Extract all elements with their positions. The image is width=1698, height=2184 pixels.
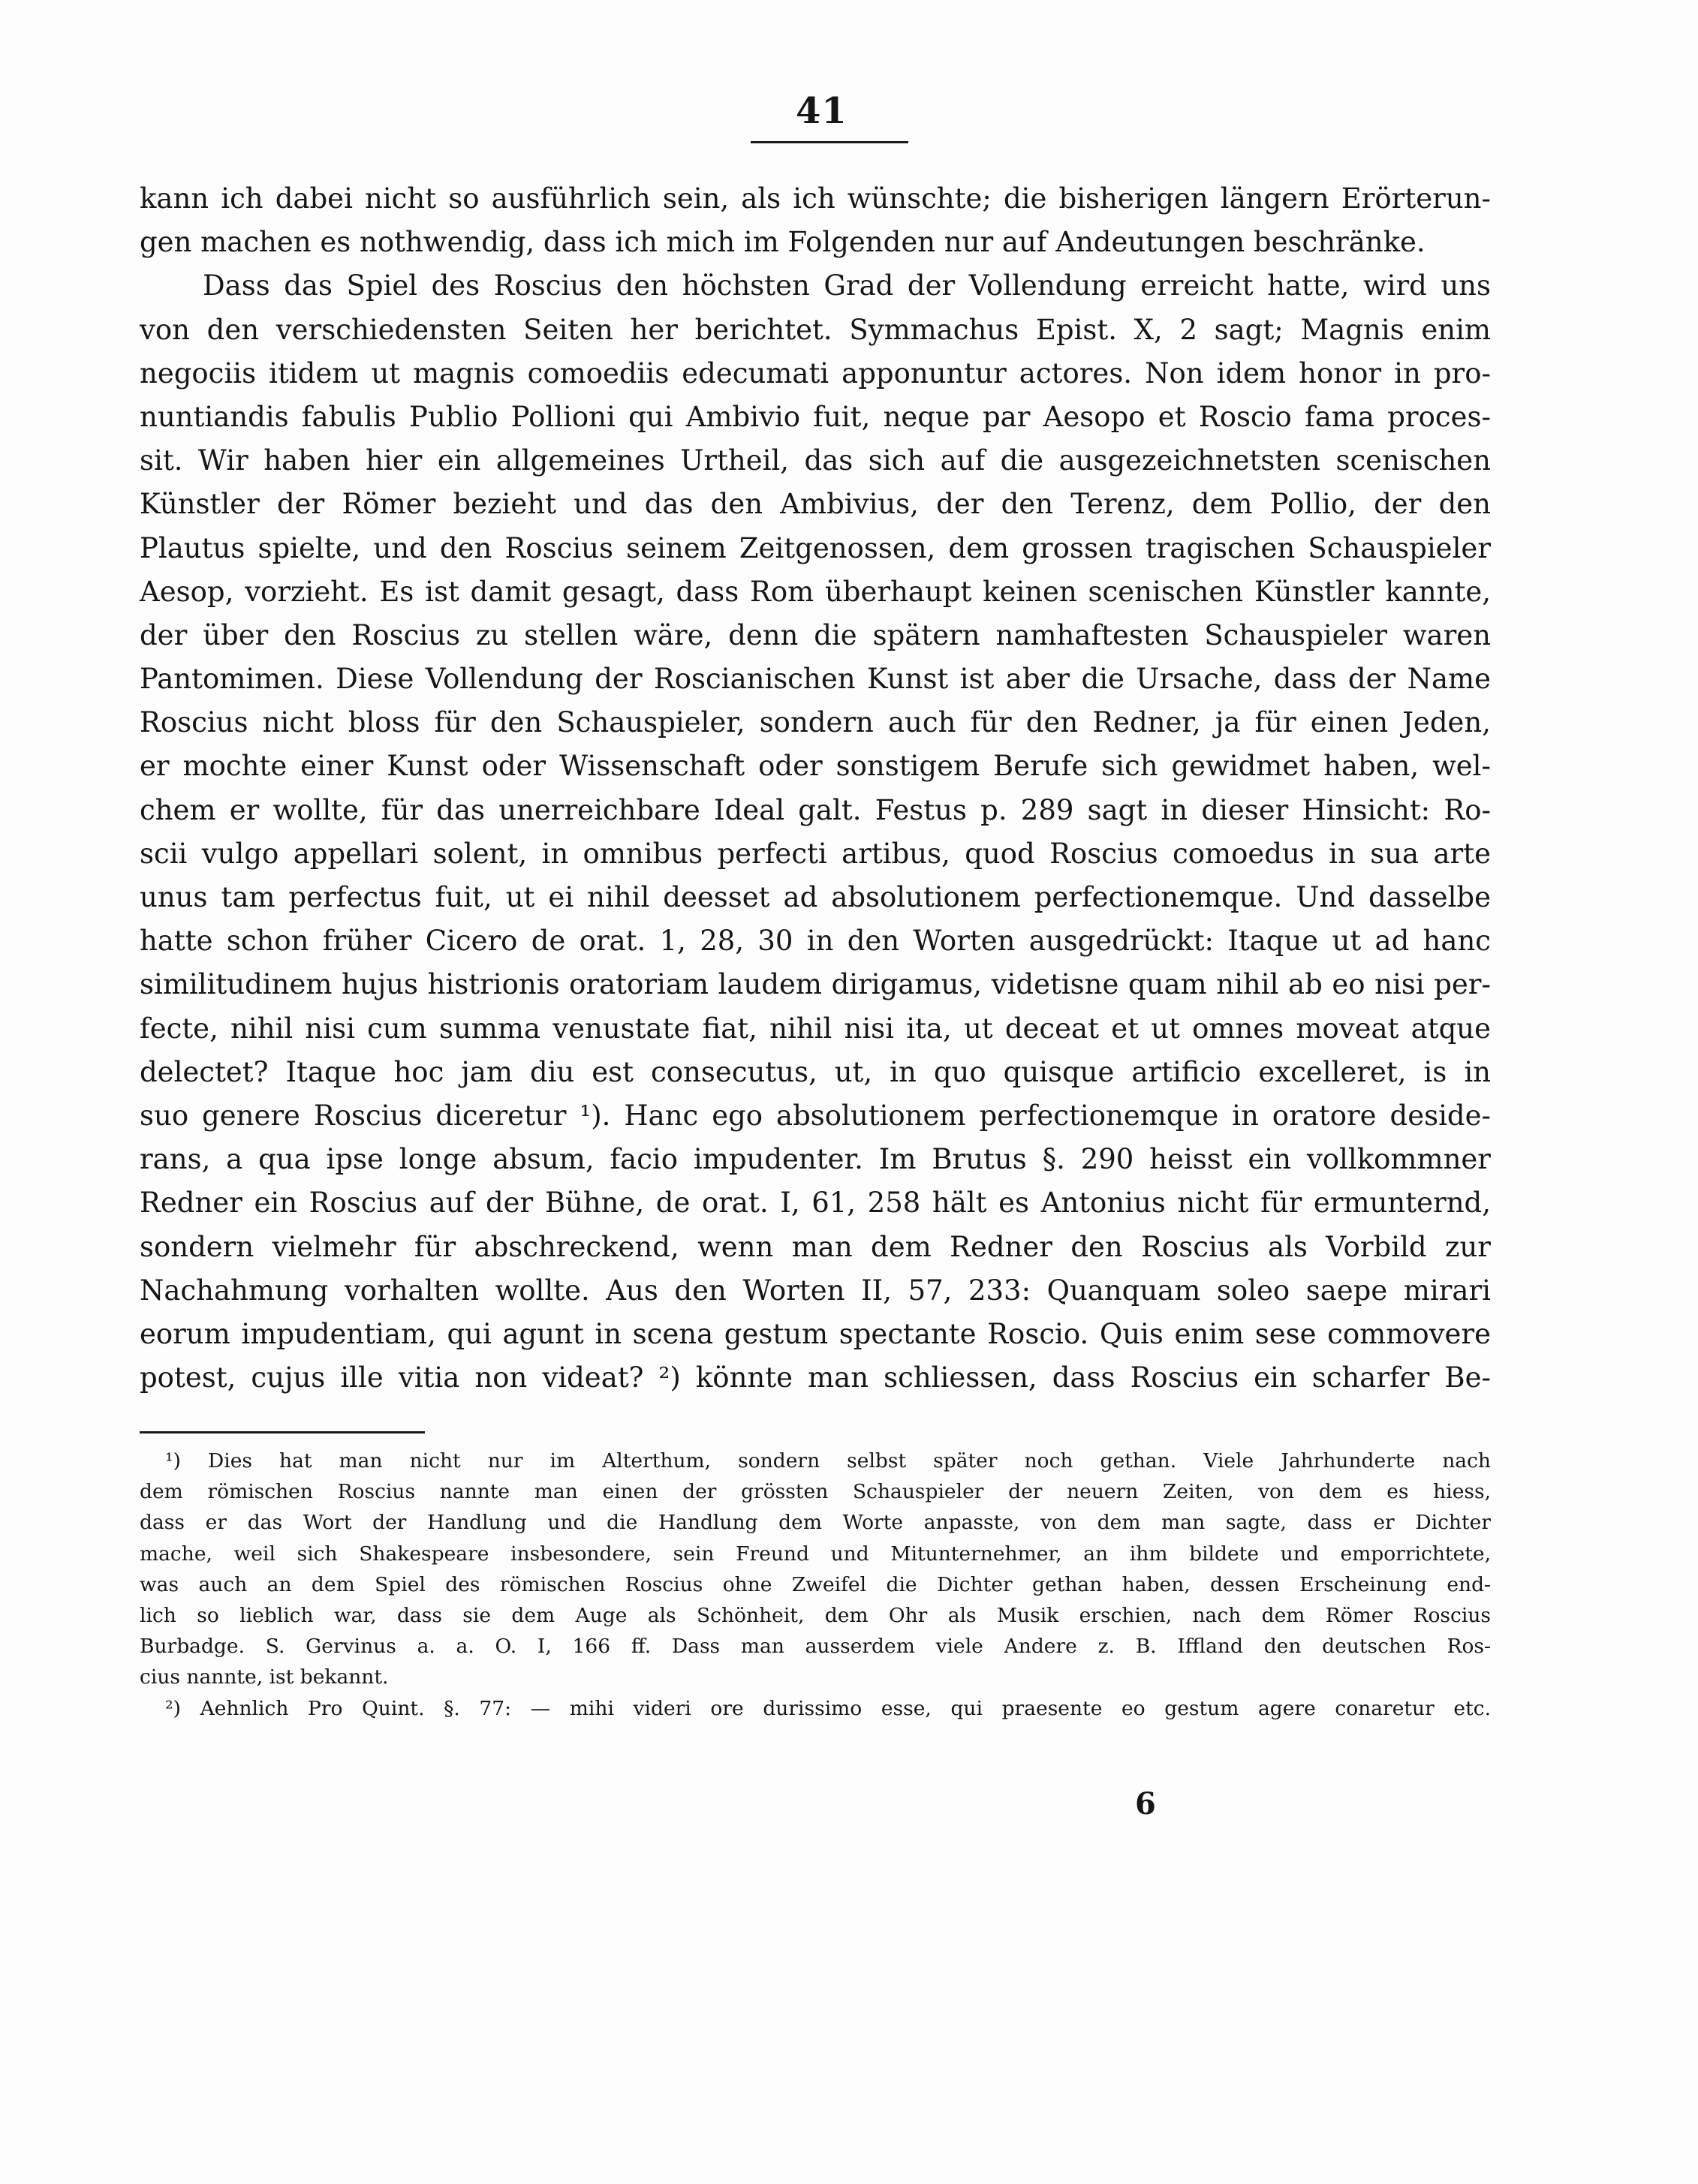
footnote-separator: [140, 1431, 425, 1433]
footnote-line: dem römischen Roscius nannte man einen der grössten Schauspieler der neuern Zeiten, von dem es hiess,: [140, 1480, 1491, 1504]
footnote-line: lich so lieblich war, dass sie dem Auge als Schönheit, dem Ohr als Musik erschien, nach dem Römer Roscius: [140, 1603, 1491, 1627]
footnote-line: was auch an dem Spiel des römischen Roscius ohne Zweifel die Dichter gethan haben, dessen Erscheinung end-: [140, 1572, 1491, 1596]
footnote-line: ¹) Dies hat man nicht nur im Alterthum, sondern selbst später noch gethan. Viele Jahrhunderte nach: [165, 1449, 1491, 1473]
body-line: sondern vielmehr für abschreckend, wenn man dem Redner den Roscius als Vorbild zur: [140, 1230, 1491, 1263]
body-line: Nachahmung vorhalten wollte. Aus den Worten II, 57, 233: Quanquam soleo saepe mirari: [140, 1274, 1491, 1307]
body-line: suo genere Roscius diceretur ¹). Hanc ego absolutionem perfectionemque in oratore deside-: [140, 1099, 1491, 1132]
body-line: von den verschiedensten Seiten her berichtet. Symmachus Epist. X, 2 sagt; Magnis enim: [140, 313, 1491, 346]
body-line: chem er wollte, für das unerreichbare Ideal galt. Festus p. 289 sagt in dieser Hinsicht: Ro-: [140, 793, 1491, 826]
footnote-line: ²) Aehnlich Pro Quint. §. 77: — mihi videri ore durissimo esse, qui praesente eo gestum agere conaretur etc.: [165, 1696, 1491, 1720]
body-line: Pantomimen. Diese Vollendung der Roscianischen Kunst ist aber die Ursache, dass der Name: [140, 663, 1491, 696]
footnotes: [140, 1445, 1491, 1724]
body-line: gen machen es nothwendig, dass ich mich im Folgenden nur auf Andeutungen beschränke.: [140, 226, 1426, 259]
body-line: kann ich dabei nicht so ausführlich sein, als ich wünschte; die bisherigen längern Erörterun-: [140, 182, 1491, 215]
body-line: Künstler der Römer bezieht und das den Ambivius, der den Terenz, dem Pollio, der den: [140, 488, 1491, 521]
body-line: unus tam perfectus fuit, ut ei nihil deesset ad absolutionem perfectionemque. Und dasselbe: [140, 881, 1491, 913]
body-line: scii vulgo appellari solent, in omnibus perfecti artibus, quod Roscius comoedus in sua arte: [140, 837, 1491, 870]
body-line: potest, cujus ille vitia non videat? ²) könnte man schliessen, dass Roscius ein scharfer Be-: [140, 1361, 1491, 1394]
body-line: fecte, nihil nisi cum summa venustate fiat, nihil nisi ita, ut deceat et ut omnes moveat atque: [140, 1012, 1491, 1045]
body-line: hatte schon früher Cicero de orat. 1, 28, 30 in den Worten ausgedrückt: Itaque ut ad hanc: [140, 925, 1491, 958]
page-number-rule: [751, 141, 908, 143]
footnote-line: mache, weil sich Shakespeare insbesondere, sein Freund und Mitunternehmer, an ihm bildete und emporrichtete,: [140, 1542, 1491, 1566]
body-line: sit. Wir haben hier ein allgemeines Urtheil, das sich auf die ausgezeichnetsten scenischen: [140, 444, 1491, 477]
body-line: er mochte einer Kunst oder Wissenschaft oder sonstigem Berufe sich gewidmet haben, wel-: [140, 750, 1491, 783]
footnote-line: cius nannte, ist bekannt.: [140, 1665, 389, 1689]
body-line: similitudinem hujus histrionis oratoriam laudem dirigamus, videtisne quam nihil ab eo nisi per-: [140, 968, 1491, 1001]
body-line: Dass das Spiel des Roscius den höchsten Grad der Vollendung erreicht hatte, wird uns: [203, 269, 1491, 302]
body-line: Aesop, vorzieht. Es ist damit gesagt, dass Rom überhaupt keinen scenischen Künstler kannte,: [140, 575, 1491, 608]
body-line: rans, a qua ipse longe absum, facio impudenter. Im Brutus §. 290 heisst ein vollkommner: [140, 1143, 1491, 1176]
body-line: delectet? Itaque hoc jam diu est consecutus, ut, in quo quisque artificio excelleret, is in: [140, 1055, 1491, 1088]
signature-mark: 6: [1135, 1786, 1156, 1822]
body-line: negociis itidem ut magnis comoediis edecumati apponuntur actores. Non idem honor in pro-: [140, 356, 1491, 390]
footnote-line: Burbadge. S. Gervinus a. a. O. I, 166 ff. Dass man ausserdem viele Andere z. B. Iffland den deutschen Ros-: [140, 1635, 1491, 1659]
body-line: Redner ein Roscius auf der Bühne, de orat. I, 61, 258 hält es Antonius nicht für ermunternd,: [140, 1187, 1491, 1220]
page-number: 41: [796, 90, 847, 132]
body-line: der über den Roscius zu stellen wäre, denn die spätern namhaftesten Schauspieler waren: [140, 618, 1491, 651]
body-line: Plautus spielte, und den Roscius seinem Zeitgenossen, dem grossen tragischen Schauspieler: [140, 531, 1491, 564]
body-line: eorum impudentiam, qui agunt in scena gestum spectante Roscio. Quis enim sese commovere: [140, 1317, 1491, 1350]
main-text: [140, 177, 1491, 1400]
body-line: nuntiandis fabulis Publio Pollioni qui Ambivio fuit, neque par Aesopo et Roscio fama proces-: [140, 400, 1491, 433]
body-line: Roscius nicht bloss für den Schauspieler, sondern auch für den Redner, ja für einen Jeden,: [140, 706, 1491, 739]
footnote-line: dass er das Wort der Handlung und die Handlung dem Worte anpasste, von dem man sagte, dass er Dichter: [140, 1511, 1491, 1535]
